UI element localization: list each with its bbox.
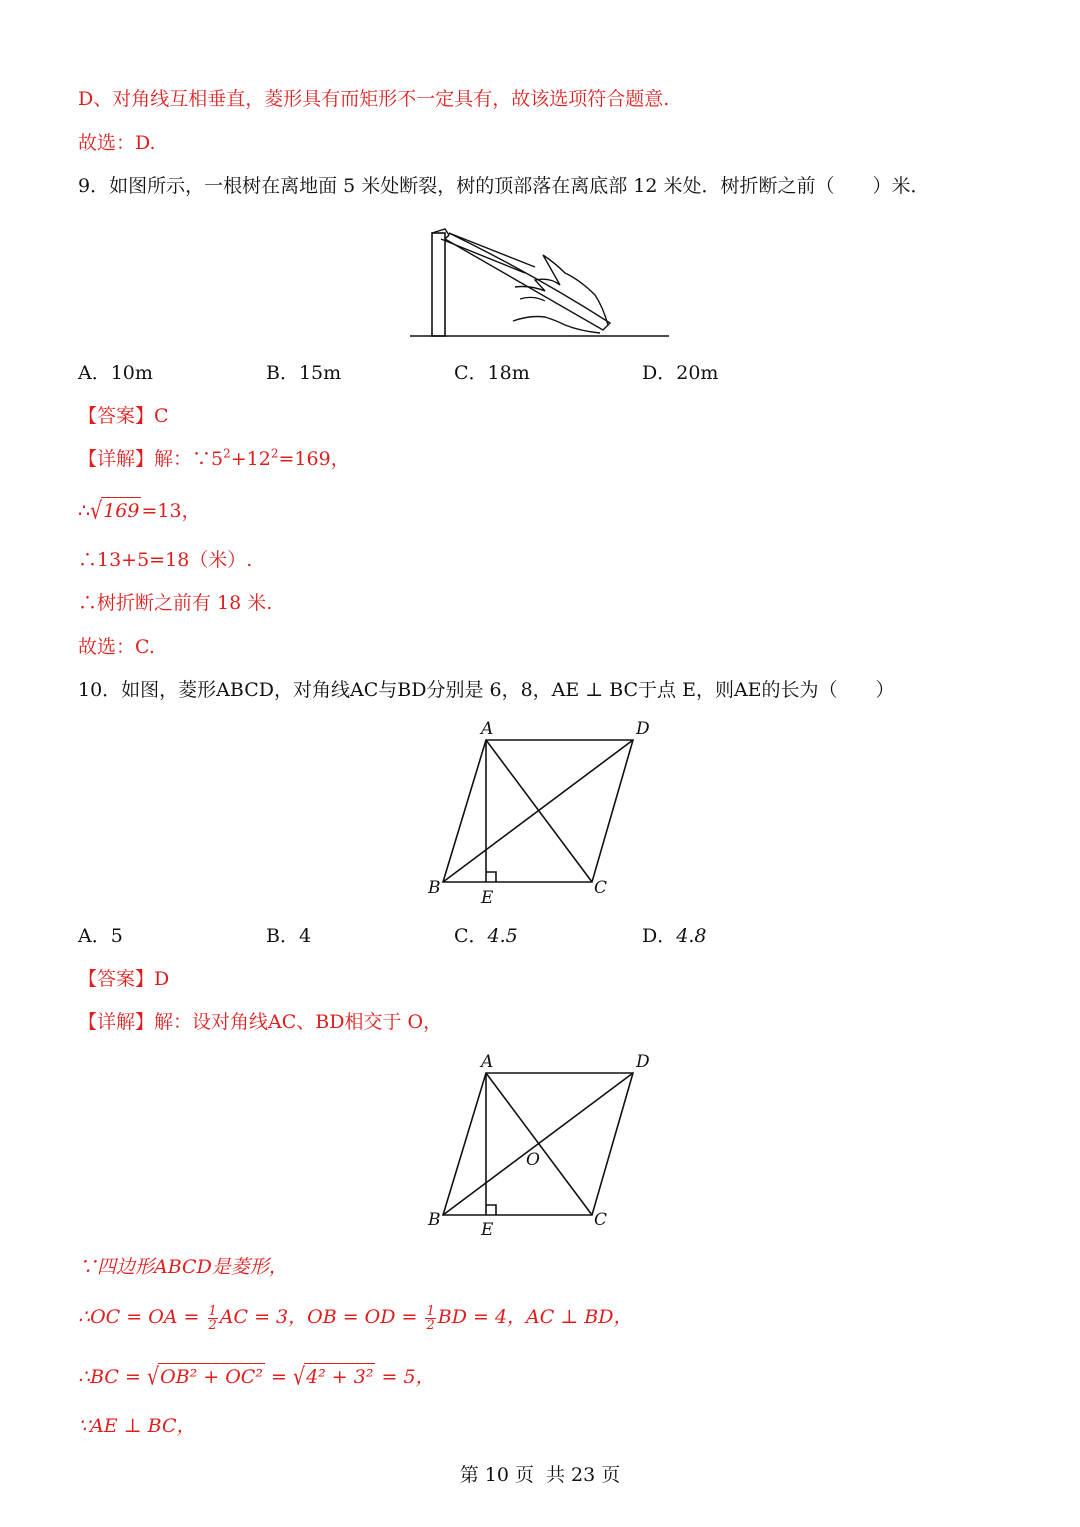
option-d-explanation: D、对角线互相垂直，菱形具有而矩形不一定具有，故该选项符合题意. xyxy=(78,88,670,110)
q9-option-c: C．18m xyxy=(454,362,530,384)
q9-detail-line-3: ∴13+5=18（米）. xyxy=(78,549,253,571)
label-e: E xyxy=(481,1220,494,1240)
q10-option-d: D．4.8 xyxy=(642,925,707,947)
q10-option-c: C．4.5 xyxy=(454,925,518,947)
q10-detail-line-4: ∵AE ⊥ BC， xyxy=(78,1415,196,1437)
label-c: C xyxy=(594,878,608,898)
question-9-text: 9．如图所示，一根树在离地面 5 米处断裂，树的顶部落在离底部 12 米处．树折断之前（ ）米． xyxy=(78,175,930,197)
question-10-text: 10．如图，菱形ABCD，对角线AC与BD分别是 6，8，AE ⊥ BC于点 E，则AE的长为（ ） xyxy=(78,679,895,701)
answer-choice-line: 故选：D. xyxy=(78,132,156,154)
q10-detail-line-1: ∵四边形ABCD是菱形， xyxy=(78,1256,288,1278)
q9-option-b: B．15m xyxy=(266,362,342,384)
rhombus-figure-1 xyxy=(420,712,660,907)
broken-tree-figure xyxy=(405,225,675,345)
label-d: D xyxy=(636,1052,650,1072)
q9-detail-line-1: 【详解】解：$\because 5^2+12^2=169$， xyxy=(78,446,350,470)
q9-detail-line-4: ∴树折断之前有 18 米. xyxy=(78,592,273,614)
rhombus-figure-2 xyxy=(420,1045,660,1240)
q9-detail-line-5: 故选：C. xyxy=(78,636,155,658)
label-a: A xyxy=(481,719,494,739)
label-d: D xyxy=(636,719,650,739)
label-e: E xyxy=(481,888,494,907)
q9-answer: 【答案】C xyxy=(78,405,169,427)
label-c: C xyxy=(594,1210,608,1230)
q10-detail-line-3: ∴BC = √OB² + OC² = √4² + 3² = 5， xyxy=(78,1363,435,1391)
q9-detail-line-2: ∴√169 =13， xyxy=(78,497,201,525)
label-a: A xyxy=(481,1052,494,1072)
q10-detail-intro: 【详解】解：设对角线AC、BD相交于 O， xyxy=(78,1011,443,1033)
page-footer: 第 10 页 共 23 页 xyxy=(459,1464,621,1486)
q9-option-a: A．10m xyxy=(78,362,153,384)
label-b: B xyxy=(428,878,441,898)
q10-option-b: B．4 xyxy=(266,925,312,947)
q10-option-a: A．5 xyxy=(78,925,123,947)
q10-answer: 【答案】D xyxy=(78,968,170,990)
q10-detail-line-2: ∴OC = OA = $\frac{1}{2}$ AC = 3，OB = OD = $\frac{1}{2}$ BD = 4，AC ⊥ BD， xyxy=(78,1303,633,1333)
q9-option-d: D．20m xyxy=(642,362,719,384)
label-o: O xyxy=(526,1150,540,1170)
label-b: B xyxy=(428,1210,441,1230)
